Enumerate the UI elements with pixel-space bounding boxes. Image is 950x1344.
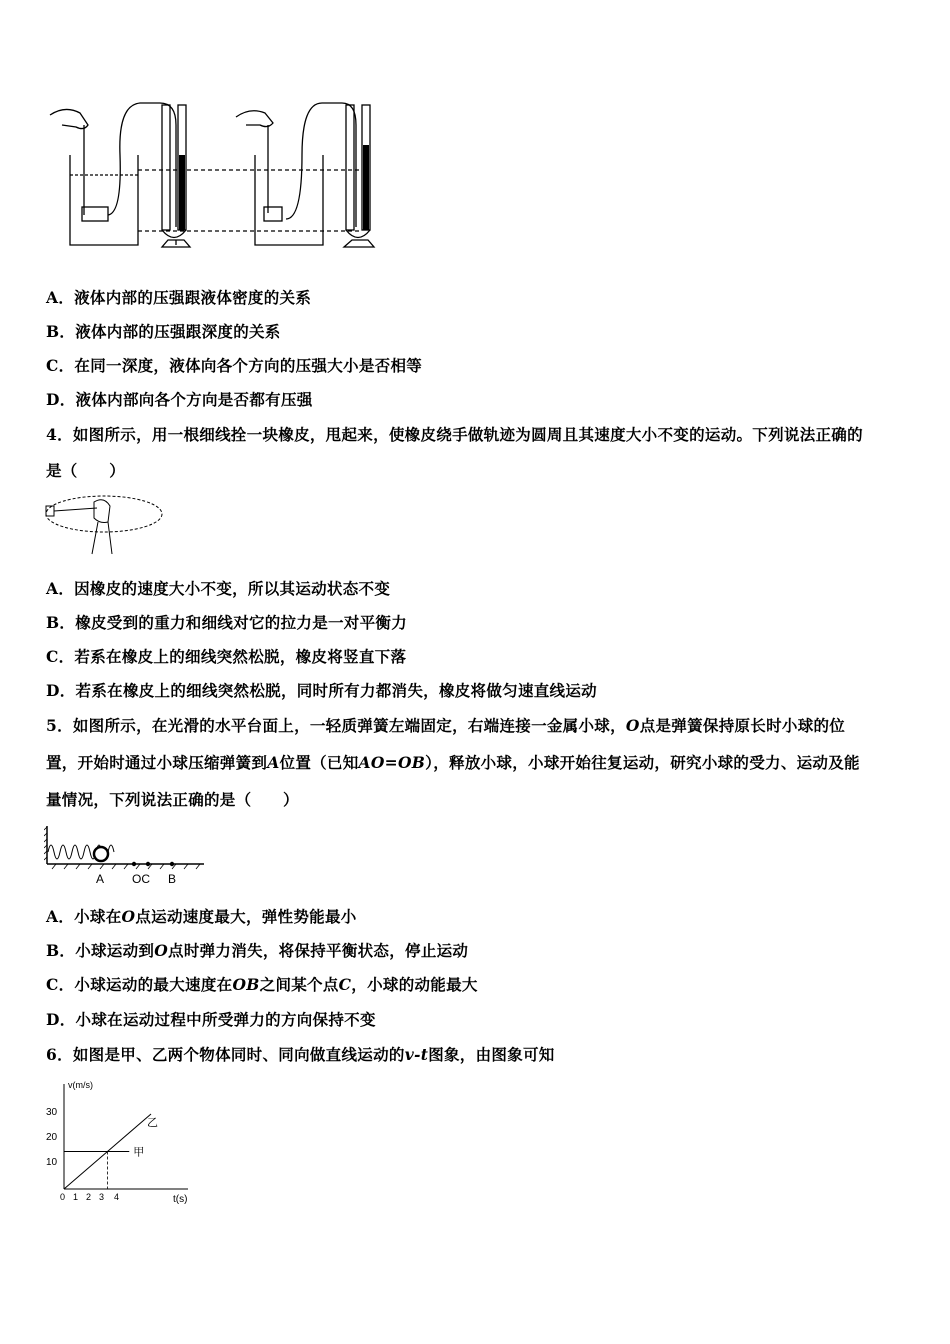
q3-option-a: A．液体内部的压强跟液体密度的关系 (46, 288, 312, 307)
q5-equation: AO=OB (358, 753, 426, 772)
label-a: A (96, 872, 105, 886)
series-yi-label: 乙 (147, 1117, 158, 1129)
x-tick-1: 1 (73, 1192, 79, 1202)
q5-option-c (46, 973, 478, 995)
q5-option-a-post: 点运动速度最大，弹性势能最小 (135, 907, 357, 926)
q6-stem (46, 1043, 555, 1065)
q4-option-d: D．若系在橡皮上的细线突然松脱，同时所有力都消失，橡皮将做匀速直线运动 (46, 681, 597, 700)
q5-stem-line2-mid: 位置（已知 (279, 753, 359, 772)
q5-point-a: A (267, 753, 280, 772)
q4-option-a: A．因橡皮的速度大小不变，所以其运动状态不变 (46, 579, 391, 598)
q6-stem-pre: 6．如图是甲、乙两个物体同时、同向做直线运动的 (46, 1045, 405, 1064)
x-tick-2: 2 (86, 1192, 92, 1202)
q5-stem-line1-post: 点是弹簧保持原长时小球的位 (639, 716, 846, 735)
q6-stem-post: 图象，由图象可知 (428, 1045, 555, 1064)
q5-option-c-mid: 之间某个点 (259, 975, 339, 994)
q5-option-a-pre: A．小球在 (46, 907, 122, 926)
label-b: B (168, 872, 177, 886)
q5-stem-line1 (46, 714, 845, 736)
q5-option-c-c: C (338, 975, 352, 994)
q5-option-c-post: ，小球的动能最大 (351, 975, 478, 994)
series-jia-label: 甲 (133, 1146, 145, 1159)
spring-ball-figure (44, 822, 209, 888)
q3-option-c: C．在同一深度，液体向各个方向的压强大小是否相等 (46, 356, 423, 375)
q5-stem-line3: 量情况，下列说法正确的是（ ） (46, 790, 299, 809)
eraser-swing-figure (42, 488, 167, 556)
x-tick-4: 4 (114, 1192, 120, 1202)
q5-option-b (46, 939, 468, 961)
q5-option-a (46, 905, 357, 927)
q5-stem-line2-pre: 置，开始时通过小球压缩弹簧到 (46, 753, 268, 772)
q4-option-b: B．橡皮受到的重力和细线对它的拉力是一对平衡力 (46, 613, 408, 632)
q5-option-b-o: O (154, 941, 169, 960)
q5-option-b-post: 点时弹力消失，将保持平衡状态，停止运动 (168, 941, 469, 960)
y-tick-30: 30 (46, 1107, 58, 1118)
q4-option-c: C．若系在橡皮上的细线突然松脱，橡皮将竖直下落 (46, 647, 407, 666)
q5-option-a-o: O (121, 907, 136, 926)
q5-point-o: O (625, 716, 640, 735)
q5-option-b-pre: B．小球运动到 (46, 941, 155, 960)
q5-stem-line2 (46, 751, 860, 773)
q3-option-b: B．液体内部的压强跟深度的关系 (46, 322, 281, 341)
y-tick-20: 20 (46, 1132, 58, 1143)
q3-option-d: D．液体内部向各个方向是否都有压强 (46, 390, 313, 409)
q5-stem-line2-post: ），释放小球，小球开始往复运动，研究小球的受力、运动及能 (425, 753, 860, 772)
x-axis-label: t(s) (173, 1194, 188, 1205)
vt-graph (40, 1076, 210, 1206)
x-tick-3: 3 (99, 1192, 105, 1202)
q6-stem-vt: v-t (404, 1045, 429, 1064)
x-tick-0: 0 (60, 1192, 66, 1202)
y-tick-10: 10 (46, 1157, 58, 1168)
y-axis-label: v(m/s) (68, 1080, 93, 1090)
q5-option-c-pre: C．小球运动的最大速度在 (46, 975, 233, 994)
q5-stem-line1-pre: 5．如图所示，在光滑的水平台面上，一轻质弹簧左端固定，右端连接一金属小球， (46, 716, 626, 735)
label-oc: OC (132, 872, 150, 886)
q5-option-c-ob: OB (232, 975, 260, 994)
pressure-gauge-figure (40, 95, 400, 255)
q4-stem-line2: 是（ ） (46, 461, 126, 480)
q5-option-d: D．小球在运动过程中所受弹力的方向保持不变 (46, 1010, 376, 1029)
q4-stem-line1: 4．如图所示，用一根细线拴一块橡皮，甩起来，使橡皮绕手做轨迹为圆周且其速度大小不变的运动。下列说法正确的 (46, 425, 863, 444)
